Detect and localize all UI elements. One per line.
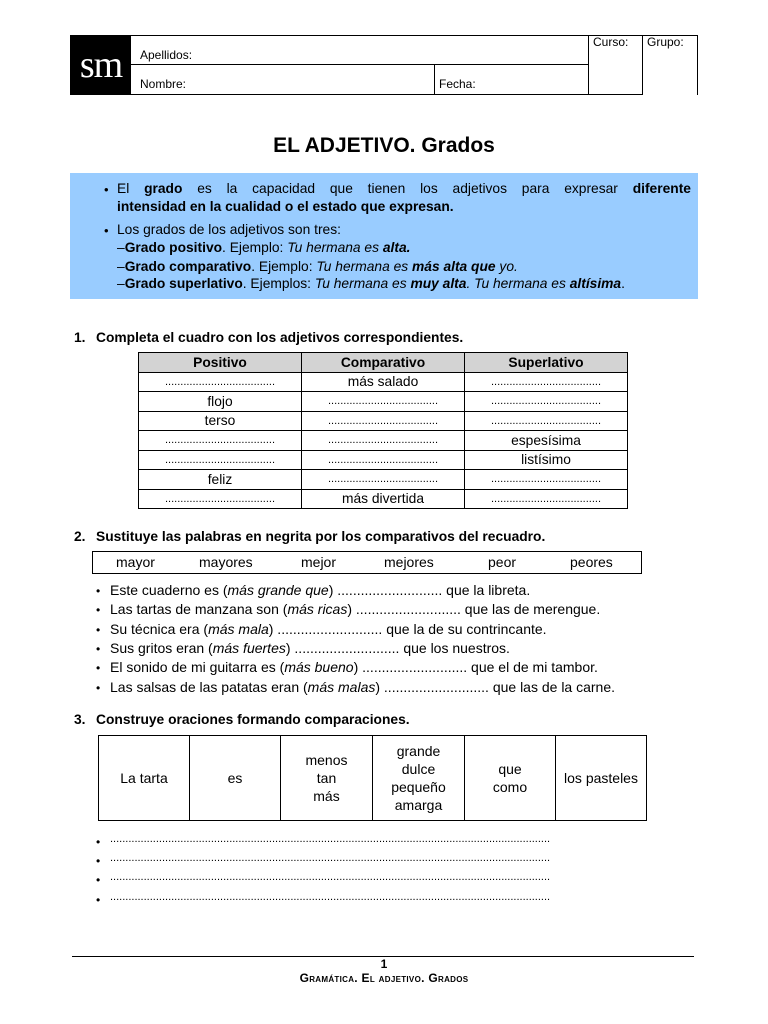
intro-comparativo: –Grado comparativo. Ejemplo: Tu hermana es más alta que yo. — [117, 259, 518, 274]
word-option: mayor — [116, 554, 155, 570]
bullet-icon: • — [96, 642, 101, 656]
table-cell: grande dulce pequeño amarga — [373, 736, 465, 821]
list-item[interactable]: Su técnica era (más mala) ........................... que la de su contrincante. — [110, 621, 547, 637]
table-cell[interactable]: .................................... — [465, 392, 628, 412]
table-cell[interactable]: .................................... — [139, 431, 302, 451]
bullet-icon: • — [96, 623, 101, 637]
table-row — [139, 431, 628, 451]
q3-title: Construye oraciones formando comparaciones. — [96, 712, 410, 727]
table-cell[interactable]: .................................... — [465, 372, 628, 392]
table-cell: listísimo — [465, 450, 628, 470]
header-positivo: Positivo — [139, 353, 302, 373]
intro-line-1: El grado es la capacidad que tienen los adjetivos para expresar diferente — [117, 181, 691, 196]
table-row — [139, 372, 628, 392]
bullet-icon: • — [96, 893, 101, 907]
table-cell[interactable]: .................................... — [465, 411, 628, 431]
grupo-label: Grupo: — [647, 35, 684, 49]
table-row — [139, 470, 628, 490]
q2-number: 2. — [74, 529, 86, 544]
table-row — [139, 450, 628, 470]
table-cell: terso — [139, 411, 302, 431]
list-item[interactable]: Sus gritos eran (más fuertes) ........................... que los nuestros. — [110, 640, 510, 656]
table-cell: es — [190, 736, 281, 821]
q3-number: 3. — [74, 712, 86, 727]
header-superlativo: Superlativo — [465, 353, 628, 373]
answer-line[interactable]: ................................................................................................................................................ — [110, 871, 551, 883]
nombre-label: Nombre: — [140, 77, 187, 91]
table-cell: más divertida — [302, 489, 465, 509]
answer-line[interactable]: ................................................................................................................................................ — [110, 833, 551, 845]
q2-title: Sustituye las palabras en negrita por los comparativos del recuadro. — [96, 529, 546, 544]
curso-label: Curso: — [593, 35, 629, 49]
table-row — [99, 736, 647, 821]
q1-number: 1. — [74, 330, 86, 345]
comparison-builder-table — [98, 735, 647, 821]
publisher-logo: sm — [71, 36, 131, 94]
page-number: 1 — [380, 957, 388, 971]
table-row — [139, 489, 628, 509]
bullet-icon: • — [96, 661, 101, 675]
table-cell: menos tan más — [281, 736, 373, 821]
answer-line[interactable]: ................................................................................................................................................ — [110, 891, 551, 903]
table-cell: espesísima — [465, 431, 628, 451]
table-cell: La tarta — [99, 736, 190, 821]
adjective-degrees-table — [138, 352, 628, 509]
comparatives-word-box — [92, 551, 642, 574]
intro-line-2: intensidad en la cualidad o el estado que expresan. — [117, 199, 454, 214]
header-border-fecha — [434, 64, 435, 95]
word-option: mayores — [199, 554, 253, 570]
table-cell[interactable]: .................................... — [465, 489, 628, 509]
q1-title: Completa el cuadro con los adjetivos correspondientes. — [96, 330, 464, 345]
bullet-icon: • — [104, 182, 109, 197]
list-item[interactable]: Las salsas de las patatas eran (más malas) ........................... que las de la carne. — [110, 679, 616, 695]
header-border-bottom — [70, 94, 642, 95]
intro-superlativo: –Grado superlativo. Ejemplos: Tu hermana es muy alta. Tu hermana es altísima. — [117, 276, 625, 291]
list-item[interactable]: El sonido de mi guitarra es (más bueno) ........................... que el de mi tambor. — [110, 659, 598, 675]
bullet-icon: • — [96, 873, 101, 887]
table-cell[interactable]: .................................... — [302, 470, 465, 490]
header-border-curso — [588, 35, 589, 95]
table-cell: más salado — [302, 372, 465, 392]
table-cell[interactable]: .................................... — [139, 489, 302, 509]
fecha-label: Fecha: — [439, 77, 476, 91]
answer-line[interactable]: ................................................................................................................................................ — [110, 852, 551, 864]
intro-grades-line: Los grados de los adjetivos son tres: — [117, 222, 341, 237]
list-item[interactable]: Las tartas de manzana son (más ricas) ........................... que las de merengue. — [110, 601, 601, 617]
table-cell: los pasteles — [556, 736, 647, 821]
footer-title: Gramática. El adjetivo. Grados — [299, 971, 469, 985]
table-header-row — [139, 353, 628, 373]
table-cell[interactable]: .................................... — [302, 450, 465, 470]
bullet-icon: • — [96, 681, 101, 695]
table-cell[interactable]: .................................... — [302, 431, 465, 451]
word-option: peor — [488, 554, 517, 570]
bullet-icon: • — [104, 223, 109, 238]
table-row — [139, 392, 628, 412]
table-row — [139, 411, 628, 431]
header-comparativo: Comparativo — [302, 353, 465, 373]
table-cell: feliz — [139, 470, 302, 490]
list-item[interactable]: Este cuaderno es (más grande que) ........................... que la libreta. — [110, 582, 531, 598]
bullet-icon: • — [96, 584, 101, 598]
table-cell[interactable]: .................................... — [139, 450, 302, 470]
intro-positivo: –Grado positivo. Ejemplo: Tu hermana es alta. — [117, 240, 411, 255]
table-cell[interactable]: .................................... — [465, 470, 628, 490]
table-cell[interactable]: .................................... — [139, 372, 302, 392]
word-option: mejores — [384, 554, 434, 570]
header-divider — [131, 64, 588, 65]
bullet-icon: • — [96, 835, 101, 849]
bullet-icon: • — [96, 603, 101, 617]
table-cell: que como — [465, 736, 556, 821]
table-cell[interactable]: .................................... — [302, 392, 465, 412]
header-border-grupo — [642, 35, 643, 95]
table-cell[interactable]: .................................... — [302, 411, 465, 431]
bullet-icon: • — [96, 854, 101, 868]
page-title: EL ADJETIVO. Grados — [273, 134, 495, 157]
word-option: mejor — [301, 554, 337, 570]
word-option: peores — [570, 554, 613, 570]
header-border-right — [697, 35, 698, 95]
apellidos-label: Apellidos: — [140, 48, 193, 62]
table-cell: flojo — [139, 392, 302, 412]
